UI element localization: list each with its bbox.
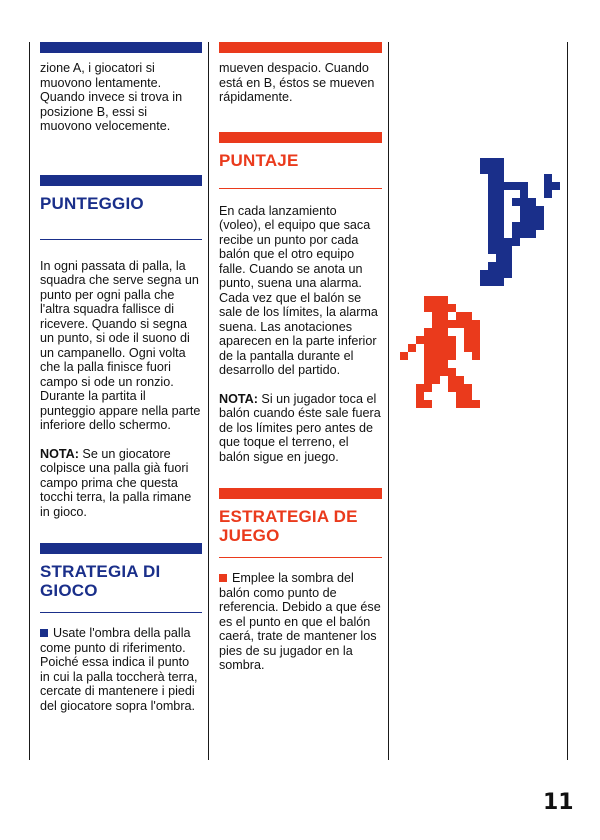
- red-strategy-bar: [219, 488, 382, 499]
- square-bullet-icon: [219, 574, 227, 582]
- italian-strategy-body: Usate l'ombra della palla come punto di riferimento. Poiché essa indica il punto in cui la palla toccherà terra, cercate di mantenere i piedi del giocatore sopra l'ombra.: [40, 626, 198, 713]
- blue-top-bar: [40, 42, 202, 53]
- blue-section-bar: [40, 175, 202, 186]
- spanish-score-text: En cada lanzamiento (voleo), el equipo que saca recibe un punto por cada balón que el otro equipo falle. Cuando se anota un punto, suena una alarma. Cada vez que el balón se sale de los límites, la alarma suena. Las anotaciones aparecen en la parte inferior de la pantalla durante el desarrollo del partido.: [219, 203, 378, 377]
- italian-strategy-text: [40, 626, 202, 713]
- spanish-intro-text: mueven despacio. Cuando está en B, éstos se mueven rápidamente.: [219, 61, 375, 104]
- italian-strategy-heading: STRATEGIA DI GIOCO: [40, 562, 161, 600]
- spanish-score-heading: PUNTAJE: [219, 150, 299, 170]
- spanish-strategy-text: [219, 571, 382, 673]
- italian-intro-text: zione A, i giocatori si muovono lentamente. Quando invece si trova in posizione B, essi si muovono velocemente.: [40, 61, 183, 133]
- spanish-note-text: Si un jugador toca el balón cuando éste sale fuera de los límites pero antes de que toque el terreno, el balón sigue en juego.: [219, 391, 381, 464]
- italian-column: [40, 42, 202, 713]
- italian-note-text: Se un giocatore colpisce una palla già fuori campo prima che questa tocchi terra, la palla rimane in gioco.: [40, 446, 192, 519]
- spanish-strategy-rule: [219, 557, 382, 558]
- spanish-note-label: NOTA:: [219, 391, 258, 406]
- italian-score-text: In ogni passata di palla, la squadra che serve segna un punto per ogni palla che l'altra squadra fallisce di ricevere. Quando si segna un punto, si ode il suono di un campanello. Ogni volta che la palla finisce fuori campo si ode un ronzio. Durante la partita il punteggio appare nella parte inferiore dello schermo.: [40, 258, 201, 432]
- italian-note-label: NOTA:: [40, 446, 79, 461]
- blue-strategy-bar: [40, 543, 202, 554]
- italian-strategy-rule: [40, 612, 202, 613]
- page-number: 11: [543, 790, 574, 815]
- column-rule-left: [29, 42, 30, 760]
- red-player-sprite-icon: [400, 296, 500, 416]
- italian-score-heading: PUNTEGGIO: [40, 193, 144, 213]
- blue-player-sprite-icon: [480, 158, 560, 288]
- spanish-note: [219, 392, 382, 465]
- italian-score-rule: [40, 239, 202, 240]
- column-rule-right: [388, 42, 389, 760]
- square-bullet-icon: [40, 629, 48, 637]
- spanish-strategy-heading: ESTRATEGIA DE JUEGO: [219, 507, 358, 545]
- spanish-score-rule: [219, 188, 382, 189]
- red-top-bar: [219, 42, 382, 53]
- spanish-strategy-body: Emplee la sombra del balón como punto de referencia. Debido a que ése es el punto en que el balón caerá, trate de mantener los pies de su jugador en la sombra.: [219, 571, 381, 672]
- spanish-column: [219, 42, 382, 673]
- italian-note: [40, 447, 202, 520]
- column-rule-far-right: [567, 42, 568, 760]
- column-rule-middle: [208, 42, 209, 760]
- red-section-bar: [219, 132, 382, 143]
